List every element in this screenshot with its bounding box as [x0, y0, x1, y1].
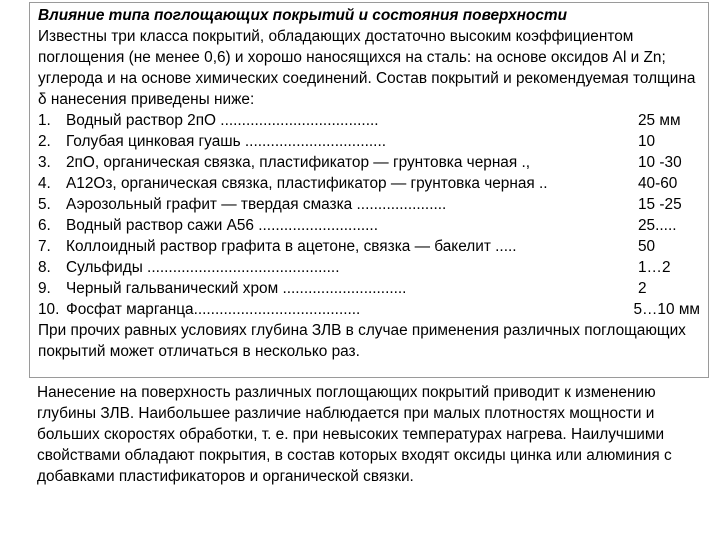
item-text: Черный гальванический хром ............................. — [66, 280, 407, 297]
list-item — [38, 236, 700, 257]
item-thickness: 5…10 мм — [633, 301, 700, 318]
content-box — [29, 2, 709, 378]
item-thickness: 25..... — [638, 217, 677, 234]
item-number: 6. — [38, 217, 51, 234]
list-item — [38, 152, 700, 173]
item-number: 8. — [38, 259, 51, 276]
item-text: Аэрозольный графит — твердая смазка ..................... — [66, 196, 447, 213]
item-number: 2. — [38, 133, 51, 150]
list-item — [38, 110, 700, 131]
item-number: 1. — [38, 112, 51, 129]
list-item — [38, 194, 700, 215]
outro-paragraph: При прочих равных условиях глубина ЗЛВ в случае применения различных поглощающих покрытий может отличаться в несколько раз. — [38, 322, 686, 360]
item-thickness: 10 -30 — [638, 154, 682, 171]
item-thickness: 40-60 — [638, 175, 678, 192]
item-number: 10. — [38, 301, 60, 318]
intro-paragraph: Известны три класса покрытий, обладающих достаточно высоким коэффициентом поглощения (не менее 0,6) и хорошо наносящихся на сталь: на основе оксидов Al и Zn; углерода и на основе химических соединений. Состав покрытий и рекомендуемая толщина δ нанесения приведены ниже: — [38, 28, 696, 108]
item-text: Водный раствор сажи А56 ............................ — [66, 217, 378, 234]
item-number: 5. — [38, 196, 51, 213]
item-text: Коллоидный раствор графита в ацетоне, связка — бакелит ..... — [66, 238, 517, 255]
item-thickness: 2 — [638, 280, 647, 297]
list-item — [38, 299, 700, 320]
second-paragraph: Нанесение на поверхность различных поглощающих покрытий приводит к изменению глубины ЗЛВ. Наибольшее различие наблюдается при малых плотностях мощности и больших скоростях обработки, т. е. при невысоких температурах нагрева. Наилучшими свойствами обладают покрытия, в состав которых входят оксиды цинка или алюминия с добавками пластификаторов и органической связки. — [37, 384, 672, 485]
item-text: Голубая цинковая гуашь ................................. — [66, 133, 387, 150]
coatings-list — [38, 110, 700, 320]
list-item — [38, 173, 700, 194]
item-text: 2пО, органическая связка, пластификатор — грунтовка черная ., — [66, 154, 531, 171]
item-text: Водный раствор 2пО ..................................... — [66, 112, 379, 129]
item-number: 3. — [38, 154, 51, 171]
list-item — [38, 215, 700, 236]
item-thickness: 10 — [638, 133, 656, 150]
item-text: Сульфиды ............................................. — [66, 259, 340, 276]
item-thickness: 15 -25 — [638, 196, 682, 213]
item-thickness: 50 — [638, 238, 656, 255]
list-item — [38, 278, 700, 299]
slide-title: Влияние типа поглощающих покрытий и состояния поверхности — [38, 7, 567, 24]
item-thickness: 1…2 — [638, 259, 671, 276]
item-thickness: 25 мм — [638, 112, 681, 129]
list-item — [38, 257, 700, 278]
item-number: 7. — [38, 238, 51, 255]
item-number: 9. — [38, 280, 51, 297]
list-item — [38, 131, 700, 152]
item-number: 4. — [38, 175, 51, 192]
item-text: А12Оз, органическая связка, пластификатор — грунтовка черная .. — [66, 175, 548, 192]
item-text: Фосфат марганца....................................... — [66, 301, 361, 318]
